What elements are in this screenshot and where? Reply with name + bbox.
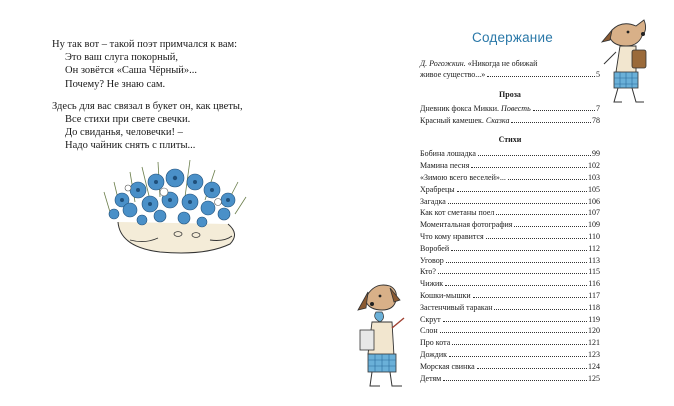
entry-title: «Зимою всего веселей»... bbox=[420, 172, 506, 182]
toc-poem-entry[interactable] bbox=[420, 314, 600, 326]
toc-poem-entry[interactable] bbox=[420, 207, 600, 219]
intro-author: Д. Рогожкин. bbox=[420, 59, 466, 68]
entry-title: Дождик bbox=[420, 349, 448, 359]
toc-poem-entry[interactable] bbox=[420, 278, 600, 290]
toc-poem-entry[interactable] bbox=[420, 243, 600, 255]
poem-line: До свиданья, человечки! – bbox=[65, 127, 183, 139]
entry-title: Кошки-мышки bbox=[420, 290, 471, 300]
toc-poem-entry[interactable] bbox=[420, 148, 600, 160]
toc-poem-entry[interactable] bbox=[420, 361, 600, 373]
entry-title: Морская свинка bbox=[420, 361, 475, 371]
flower-bouquet-illustration bbox=[100, 152, 250, 262]
toc-prose-entry[interactable] bbox=[420, 103, 600, 115]
entry-title: Как кот сметаны поел bbox=[420, 208, 495, 218]
entry-page: 116 bbox=[588, 279, 600, 289]
toc-poem-entry[interactable] bbox=[420, 349, 600, 361]
entry-page: 107 bbox=[588, 208, 600, 218]
entry-page: 113 bbox=[588, 255, 600, 265]
dog-with-book-illustration bbox=[350, 282, 412, 392]
prose-heading: Проза bbox=[499, 89, 521, 99]
toc-poem-entry[interactable] bbox=[420, 325, 600, 337]
entry-title: Храбрецы bbox=[420, 184, 455, 194]
entry-title: Загадка bbox=[420, 196, 446, 206]
toc-poem-entry[interactable] bbox=[420, 290, 600, 302]
intro-title-line2: живое существо...» bbox=[420, 70, 486, 79]
entry-genre: Повесть bbox=[501, 103, 531, 113]
entry-page: 103 bbox=[588, 172, 600, 182]
entry-title: Воробей bbox=[420, 243, 450, 253]
entry-page: 115 bbox=[588, 267, 600, 277]
entry-title: Красный камешек. bbox=[420, 115, 484, 125]
entry-title: Застенчивый таракан bbox=[420, 302, 493, 312]
toc-poem-entry[interactable] bbox=[420, 172, 600, 184]
entry-page: 118 bbox=[588, 302, 600, 312]
toc-poem-entry[interactable] bbox=[420, 184, 600, 196]
entry-page: 105 bbox=[588, 184, 600, 194]
entry-genre: Сказка bbox=[485, 115, 510, 125]
entry-title: Кто? bbox=[420, 267, 436, 277]
entry-page: 109 bbox=[588, 220, 600, 230]
entry-title: Бобина лошадка bbox=[420, 149, 476, 159]
entry-page: 125 bbox=[588, 373, 600, 383]
entry-title: Детям bbox=[420, 373, 442, 383]
toc-poem-entry[interactable] bbox=[420, 373, 600, 385]
toc-poem-entry[interactable] bbox=[420, 160, 600, 172]
toc-intro-entry[interactable] bbox=[420, 58, 600, 81]
entry-title: Дневник фокса Микки. bbox=[420, 103, 500, 113]
entry-page: 119 bbox=[588, 314, 600, 324]
entry-page: 121 bbox=[588, 338, 600, 348]
toc-poem-entry[interactable] bbox=[420, 219, 600, 231]
entry-page: 124 bbox=[588, 361, 600, 371]
entry-page: 112 bbox=[588, 243, 600, 253]
poem-line: Ну так вот – такой поэт примчался к вам: bbox=[52, 39, 238, 50]
poem-line: Это ваш слуга покорный, bbox=[65, 52, 179, 64]
poem-text bbox=[52, 38, 312, 153]
toc-title: Содержание bbox=[472, 30, 553, 45]
poem-line: Почему? Не знаю сам. bbox=[65, 78, 166, 90]
entry-title: Что кому нравится bbox=[420, 231, 484, 241]
entry-title: Слон bbox=[420, 326, 438, 336]
entry-page: 120 bbox=[588, 326, 600, 336]
entry-title: Уговор bbox=[420, 255, 444, 265]
toc-poem-entry[interactable] bbox=[420, 266, 600, 278]
entry-title: Моментальная фотография bbox=[420, 220, 513, 230]
toc-poem-entry[interactable] bbox=[420, 337, 600, 349]
poems-list bbox=[420, 148, 600, 384]
intro-title-line1: «Никогда не обижай bbox=[467, 59, 538, 68]
toc-poem-entry[interactable] bbox=[420, 196, 600, 208]
dog-with-backpack-illustration bbox=[592, 16, 654, 108]
poem-line: Здесь для вас связал в букет он, как цветы, bbox=[52, 100, 243, 112]
toc-prose-entry[interactable] bbox=[420, 115, 600, 127]
toc-poem-entry[interactable] bbox=[420, 231, 600, 243]
entry-page: 106 bbox=[588, 196, 600, 206]
poem-line: Надо чайник снять с плиты... bbox=[65, 140, 196, 152]
toc-poem-entry[interactable] bbox=[420, 255, 600, 267]
entry-page: 110 bbox=[588, 231, 600, 241]
entry-title: Про кота bbox=[420, 338, 451, 348]
entry-page: 7 bbox=[596, 103, 600, 113]
entry-title: Скрут bbox=[420, 314, 441, 324]
intro-page: 5 bbox=[596, 70, 600, 79]
entry-title: Мамина песня bbox=[420, 161, 470, 171]
table-of-contents bbox=[420, 58, 600, 384]
toc-poem-entry[interactable] bbox=[420, 302, 600, 314]
entry-page: 102 bbox=[588, 161, 600, 171]
entry-page: 78 bbox=[592, 115, 600, 125]
entry-page: 99 bbox=[592, 149, 600, 159]
poems-heading: Стихи bbox=[498, 135, 522, 145]
poem-line: Он зовётся «Саша Чёрный»... bbox=[65, 65, 198, 77]
entry-page: 117 bbox=[588, 290, 600, 300]
entry-title: Чижик bbox=[420, 279, 444, 289]
entry-page: 123 bbox=[588, 349, 600, 359]
prose-list bbox=[420, 103, 600, 127]
poem-line: Все стихи при свете свечки. bbox=[65, 114, 191, 126]
